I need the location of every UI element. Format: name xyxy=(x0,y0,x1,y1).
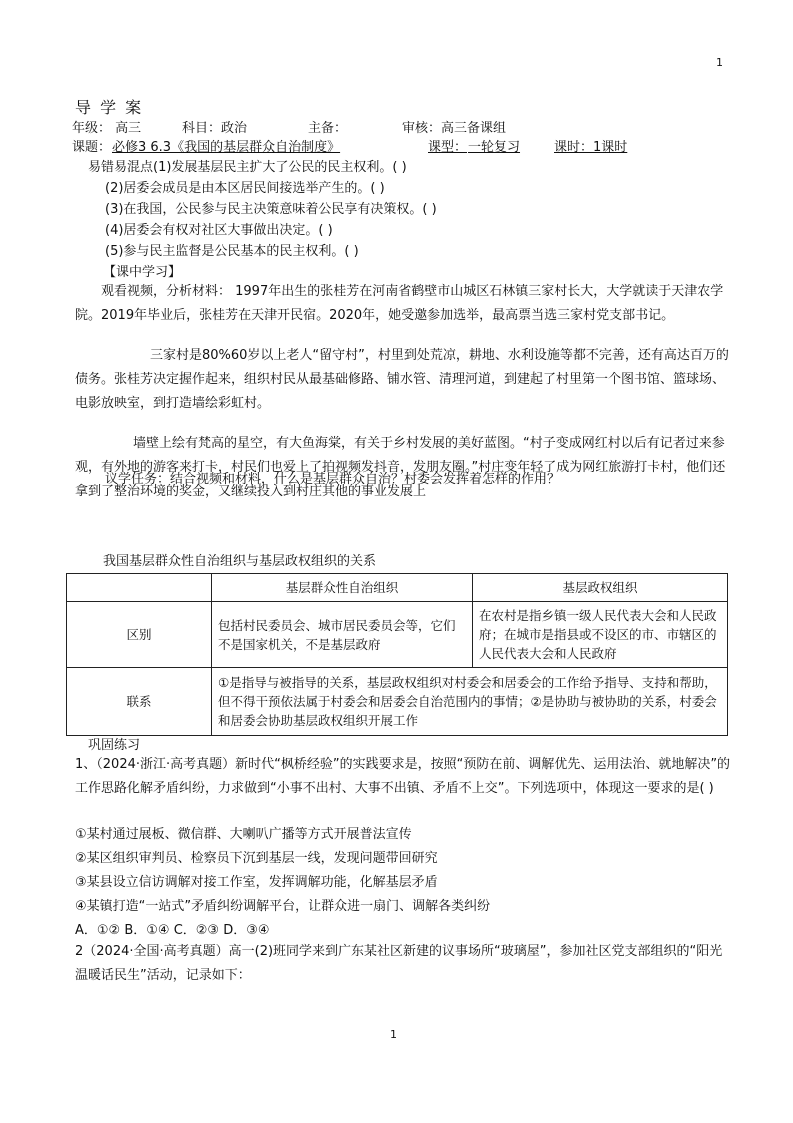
table-cell-connection: ①是指导与被指导的关系，基层政权组织对村委会和居委会的工作给予指导、支持和帮助，但不得干预依法属于村委会和居委会自治范围内的事情；②是协助与被协助的关系，村委会和居委会协助基层政权组织开展工作 xyxy=(212,668,728,736)
meta-review: 审核：高三备课组 xyxy=(402,121,507,136)
topic-row xyxy=(72,136,732,154)
meta-lead: 主备： xyxy=(308,121,348,136)
table-caption: 我国基层群众性自治组织与基层政权组织的关系 xyxy=(103,554,377,569)
table-head-self-governing: 基层群众性自治组织 xyxy=(212,574,473,602)
table-row-label-difference: 区别 xyxy=(67,602,212,668)
question-1: 1、（2024·浙江·高考真题）新时代“枫桥经验”的实践要求是，按照“预防在前、调解优先、运用法治、就地解决”的工作思路化解矛盾纠纷，力求做到“小事不出村、大事不出镇、矛盾不上交”。下列选项中，体现这一要求的是( ) xyxy=(75,757,731,796)
material-paragraph-1: 观看视频，分析材料： 1997年出生的张桂芳在河南省鹤壁市山城区石林镇三家村长大，大学就读于天津农学院。2019年毕业后，张桂芳在天津开民宿。2020年，她受邀参加选举，最高票当选三家村党支部书记。 xyxy=(75,284,724,323)
table-head-government: 基层政权组织 xyxy=(473,574,728,602)
table-row xyxy=(67,668,728,736)
table-row xyxy=(67,602,728,668)
topic-type-label: 课型： xyxy=(428,140,468,155)
material-paragraph-3: 墙壁上绘有梵高的星空，有大鱼海棠，有关于乡村发展的美好蓝图。“村子变成网红村以后有记者过来参观，有外地的游客来打卡，村民们也爱上了拍视频发抖音，发朋友圈。”村庄变年轻了成为网红旅游打卡村，他们还拿到了整治环境的奖金，又继续投入到村庄其他的事业发展上 xyxy=(75,436,726,499)
table-row xyxy=(67,574,728,602)
page-number-bottom: 1 xyxy=(390,1028,397,1041)
pre-item-5: (5)参与民主监督是公民基本的民主权利。( ) xyxy=(105,244,359,259)
topic-label: 课题： xyxy=(72,140,112,155)
question-2: 2（2024·全国·高考真题）高一(2)班同学来到广东某社区新建的议事场所“玻璃屋”，参加社区党支部组织的“阳光温暖话民生”活动，记录如下： xyxy=(75,944,723,983)
section-heading: 【课中学习】 xyxy=(103,265,182,280)
pre-item-3: (3)在我国，公民参与民主决策意味着公民享有决策权。( ) xyxy=(105,202,437,217)
table-row-label-connection: 联系 xyxy=(67,668,212,736)
pre-item-1: 易错易混点(1)发展基层民主扩大了公民的民主权利。( ) xyxy=(88,160,407,175)
pre-item-4: (4)居委会有权对社区大事做出决定。( ) xyxy=(105,223,333,238)
question-1-choices: A．①② B．①④ C．②③ D．③④ xyxy=(75,923,270,938)
practice-heading: 巩固练习 xyxy=(88,738,141,753)
question-1-option-3: ③某县设立信访调解对接工作室，发挥调解功能，化解基层矛盾 xyxy=(75,875,438,890)
page-number-top: 1 xyxy=(716,56,723,69)
question-1-option-4: ④某镇打造“一站式”矛盾纠纷调解平台，让群众进一扇门、调解各类纠纷 xyxy=(75,899,491,914)
meta-row xyxy=(72,117,732,135)
pre-item-2: (2)居委会成员是由本区居民间接选举产生的。( ) xyxy=(105,181,385,196)
table-cell-self-governing-difference: 包括村民委员会、城市居民委员会等，它们不是国家机关，不是基层政府 xyxy=(212,602,473,668)
relationship-table xyxy=(66,573,728,736)
topic-name: 必修3 6.3《我国的基层群众自治制度》 xyxy=(112,140,341,155)
discussion-task: 议学任务：结合视频和材料，什么是基层群众自治？村委会发挥着怎样的作用？ xyxy=(105,472,561,487)
meta-grade: 年级： 高三 xyxy=(72,121,142,136)
meta-subject: 科目：政治 xyxy=(182,121,248,136)
topic-type-value: 一轮复习 xyxy=(468,140,521,155)
material-paragraph-2: 三家村是80%60岁以上老人“留守村”，村里到处荒凉，耕地、水利设施等都不完善，还有高达百万的债务。张桂芳决定握作起来，组织村民从最基础修路、铺水管、清理河道，到建起了村里第一个图书馆、篮球场、电影放映室，到打造墙绘彩虹村。 xyxy=(75,348,729,411)
question-1-option-1: ①某村通过展板、微信群、大喇叭广播等方式开展普法宣传 xyxy=(75,827,412,842)
table-cell-government-difference: 在农村是指乡镇一级人民代表大会和人民政府；在城市是指县或不设区的市、市辖区的人民代表大会和人民政府 xyxy=(473,602,728,668)
document-title: 导 学 案 xyxy=(75,98,144,117)
topic-hours: 课时：1课时 xyxy=(554,140,628,155)
table-head-empty xyxy=(67,574,212,602)
question-1-option-2: ②某区组织审判员、检察员下沉到基层一线，发现问题带回研究 xyxy=(75,851,438,866)
